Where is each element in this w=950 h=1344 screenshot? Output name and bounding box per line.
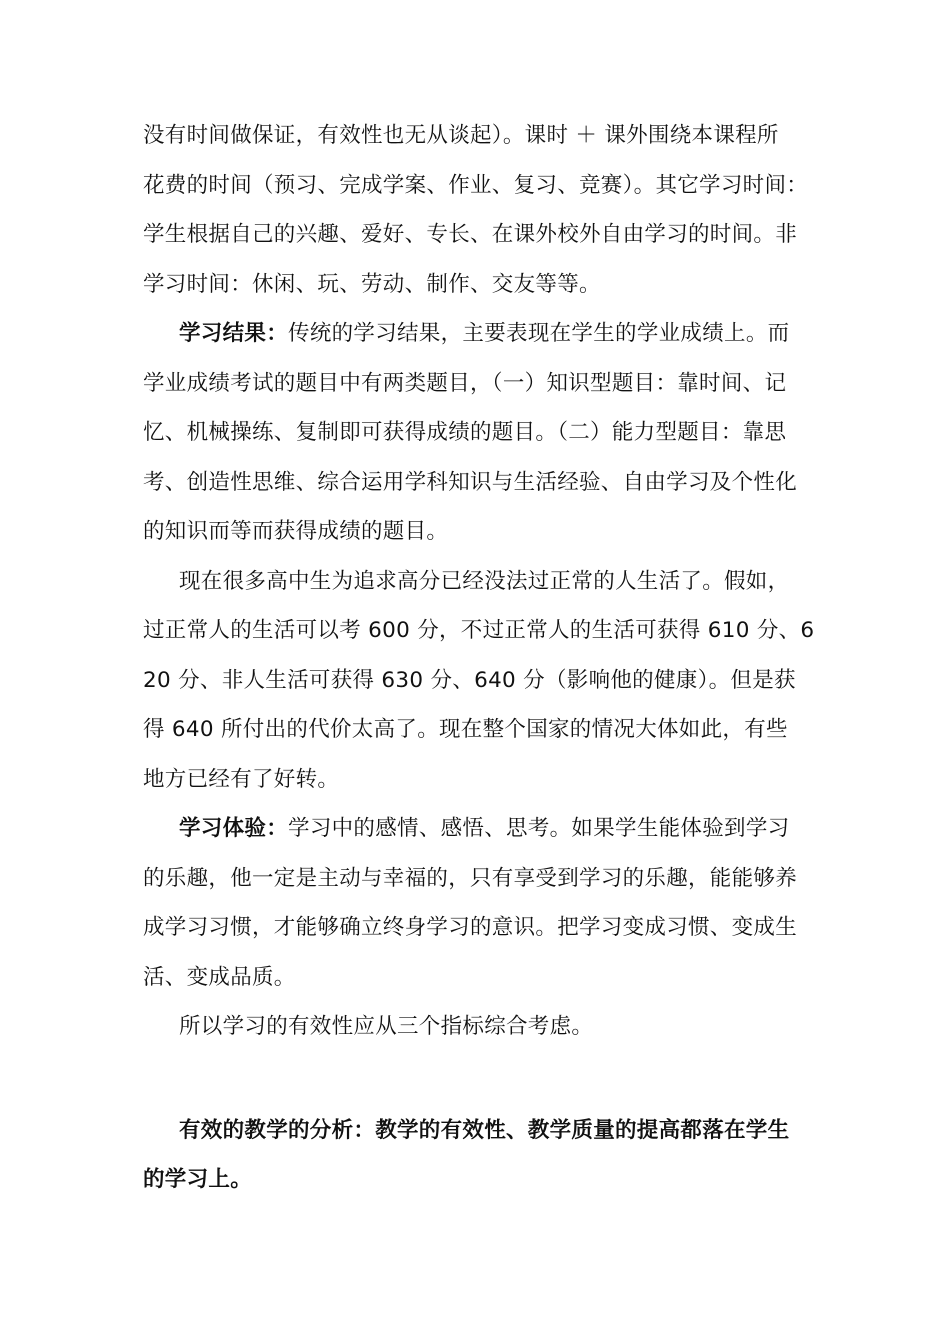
- paragraph-text: 传统的学习结果，主要表现在学生的学业成绩上。而: [288, 321, 790, 346]
- paragraph-line: 花费的时间（预习、完成学案、作业、复习、竞赛）。其它学习时间：: [143, 172, 809, 198]
- paragraph-line: 地方已经有了好转。: [143, 766, 340, 792]
- section-heading-teaching-analysis-cont: 的学习上。: [143, 1167, 253, 1192]
- paragraph-spacer: [143, 1052, 811, 1106]
- section-heading-teaching-analysis: 有效的教学的分析：教学的有效性、教学质量的提高都落在学生: [179, 1117, 790, 1143]
- paragraph-first-line: [143, 309, 811, 359]
- paragraph-first-line: 现在很多高中生为追求高分已经没法过正常的人生活了。假如，: [179, 568, 790, 594]
- paragraph-line: 考、创造性思维、综合运用学科知识与生活经验、自由学习及个性化: [143, 469, 798, 495]
- section-heading-learning-results: 学习结果：: [179, 321, 289, 346]
- paragraph-line: 成学习习惯，才能够确立终身学习的意识。把学习变成习惯、变成生: [143, 915, 798, 940]
- paragraph-line: 过正常人的生活可以考 600 分，不过正常人的生活可获得 610 分、6: [143, 618, 815, 643]
- paragraph-line: 得 640 所付出的代价太高了。现在整个国家的情况大体如此，有些: [143, 717, 788, 742]
- paragraph-first-line: 所以学习的有效性应从三个指标综合考虑。: [179, 1014, 594, 1039]
- paragraph-line: 学生根据自己的兴趣、爱好、专长、在课外校外自由学习的时间。非: [143, 222, 798, 247]
- paragraph-line: 学业成绩考试的题目中有两类题目，（一）知识型题目：靠时间、记: [143, 370, 787, 396]
- paragraph-line: 的知识而等而获得成绩的题目。: [143, 519, 449, 544]
- paragraph-line: 活、变成品质。: [143, 964, 296, 990]
- paragraph-line: 学习时间：休闲、玩、劳动、制作、交友等等。: [143, 271, 601, 297]
- paragraph-text: 学习中的感情、感悟、思考。如果学生能体验到学习: [288, 816, 790, 841]
- section-heading-learning-experience: 学习体验：: [179, 816, 289, 841]
- paragraph-line: 忆、机械操练、复制即可获得成绩的题目。（二）能力型题目：靠思: [143, 420, 787, 445]
- paragraph-line: 的乐趣，他一定是主动与幸福的，只有享受到学习的乐趣，能能够养: [143, 865, 798, 891]
- document-page: [143, 111, 815, 1205]
- paragraph-line: 没有时间做保证，有效性也无从谈起）。课时 ＋ 课外围绕本课程所: [143, 123, 779, 148]
- paragraph-line: 20 分、非人生活可获得 630 分、640 分（影响他的健康）。但是获: [143, 667, 796, 693]
- paragraph-first-line: [143, 804, 811, 854]
